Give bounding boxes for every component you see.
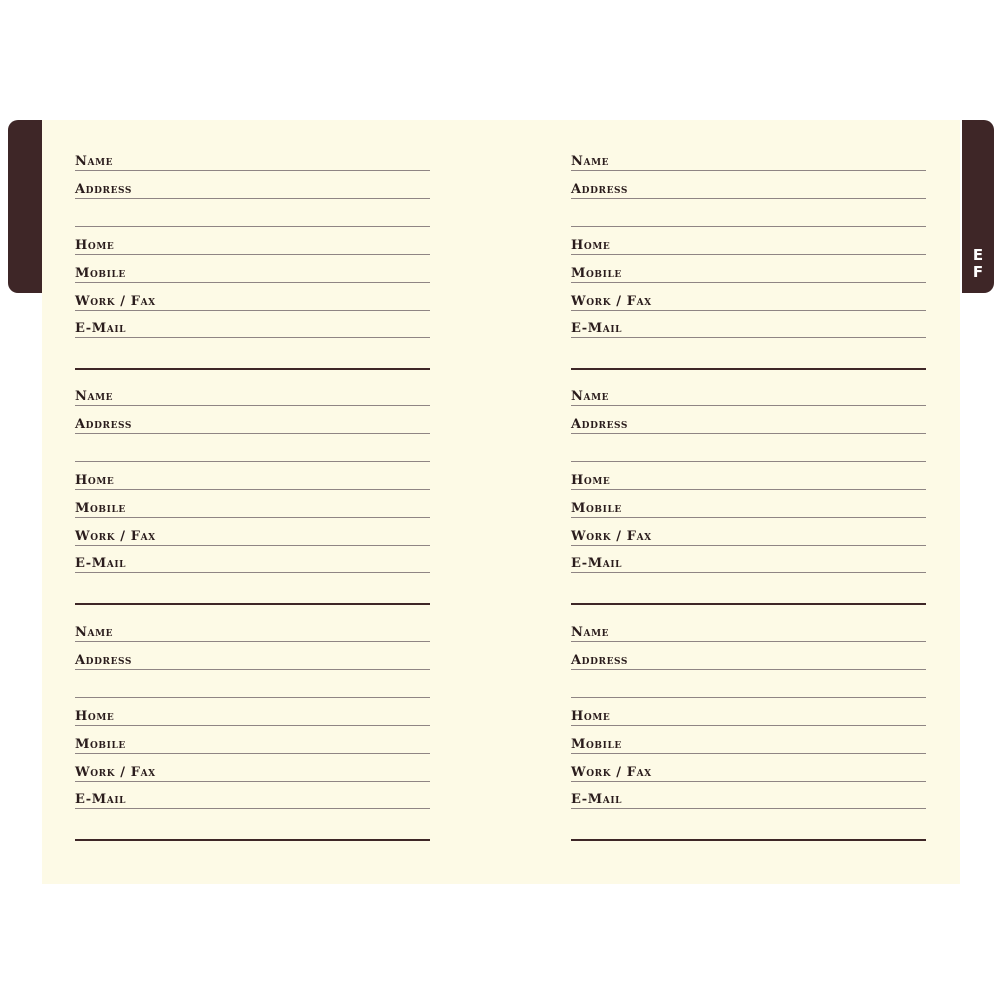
field-e-mail[interactable] xyxy=(75,321,430,338)
field-name[interactable] xyxy=(571,154,926,171)
field-address[interactable] xyxy=(75,652,430,670)
field-label: Work / Fax xyxy=(75,293,156,309)
field-label: Address xyxy=(75,652,133,668)
index-tab-letter-e: E xyxy=(972,246,984,264)
field-label: Address xyxy=(75,416,133,432)
index-tab-label xyxy=(962,247,994,281)
field-label: Name xyxy=(75,389,114,404)
field-address-line-2[interactable] xyxy=(75,451,430,462)
field-label: Home xyxy=(75,708,115,724)
field-work-fax[interactable] xyxy=(571,764,926,782)
field-mobile[interactable] xyxy=(571,736,926,754)
field-label: Name xyxy=(75,625,114,640)
field-label: Home xyxy=(571,472,611,488)
entry-divider xyxy=(75,839,430,841)
field-label: Address xyxy=(571,416,629,432)
field-label: E-Mail xyxy=(571,321,623,337)
entry-divider xyxy=(75,368,430,370)
field-address[interactable] xyxy=(571,181,926,199)
field-address[interactable] xyxy=(571,416,926,434)
field-label: Address xyxy=(571,181,629,197)
entry-divider xyxy=(75,603,430,605)
field-home[interactable] xyxy=(571,237,926,255)
field-label: Name xyxy=(75,154,114,169)
field-mobile[interactable] xyxy=(571,500,926,518)
field-label: Work / Fax xyxy=(571,764,652,780)
field-home[interactable] xyxy=(75,472,430,490)
field-mobile[interactable] xyxy=(75,265,430,283)
field-address-line-2[interactable] xyxy=(75,687,430,698)
field-home[interactable] xyxy=(75,708,430,726)
field-work-fax[interactable] xyxy=(75,528,430,546)
address-book-spread xyxy=(42,120,960,884)
field-mobile[interactable] xyxy=(571,265,926,283)
entry-divider xyxy=(571,368,926,370)
field-home[interactable] xyxy=(75,237,430,255)
field-e-mail[interactable] xyxy=(75,792,430,809)
field-address[interactable] xyxy=(571,652,926,670)
field-work-fax[interactable] xyxy=(571,528,926,546)
field-label: Mobile xyxy=(571,736,622,752)
field-label: E-Mail xyxy=(75,321,127,337)
field-work-fax[interactable] xyxy=(75,293,430,311)
field-e-mail[interactable] xyxy=(571,556,926,573)
field-address-line-2[interactable] xyxy=(571,451,926,462)
entry-divider xyxy=(571,839,926,841)
field-label: Work / Fax xyxy=(75,528,156,544)
field-home[interactable] xyxy=(571,708,926,726)
field-e-mail[interactable] xyxy=(571,792,926,809)
field-address[interactable] xyxy=(75,181,430,199)
field-work-fax[interactable] xyxy=(75,764,430,782)
field-e-mail[interactable] xyxy=(571,321,926,338)
field-label: E-Mail xyxy=(75,792,127,808)
field-label: E-Mail xyxy=(571,792,623,808)
field-address-line-2[interactable] xyxy=(75,216,430,227)
field-address[interactable] xyxy=(75,416,430,434)
index-tab-letter-f: F xyxy=(972,263,984,281)
field-label: Mobile xyxy=(75,265,126,281)
field-label: Work / Fax xyxy=(571,528,652,544)
field-name[interactable] xyxy=(571,625,926,642)
field-label: Name xyxy=(571,389,610,404)
field-label: Name xyxy=(571,154,610,169)
field-address-line-2[interactable] xyxy=(571,216,926,227)
field-mobile[interactable] xyxy=(75,736,430,754)
field-address-line-2[interactable] xyxy=(571,687,926,698)
field-label: Name xyxy=(571,625,610,640)
field-label: Address xyxy=(75,181,133,197)
field-label: Mobile xyxy=(75,736,126,752)
entry-divider xyxy=(571,603,926,605)
field-label: Home xyxy=(571,708,611,724)
field-name[interactable] xyxy=(75,154,430,171)
field-label: E-Mail xyxy=(75,556,127,572)
field-label: Work / Fax xyxy=(571,293,652,309)
field-work-fax[interactable] xyxy=(571,293,926,311)
field-name[interactable] xyxy=(571,389,926,406)
field-label: Address xyxy=(571,652,629,668)
field-name[interactable] xyxy=(75,625,430,642)
field-name[interactable] xyxy=(75,389,430,406)
field-label: Mobile xyxy=(75,500,126,516)
field-label: Mobile xyxy=(571,500,622,516)
field-home[interactable] xyxy=(571,472,926,490)
field-e-mail[interactable] xyxy=(75,556,430,573)
field-mobile[interactable] xyxy=(75,500,430,518)
field-label: Work / Fax xyxy=(75,764,156,780)
field-label: Home xyxy=(571,237,611,253)
field-label: Home xyxy=(75,237,115,253)
field-label: E-Mail xyxy=(571,556,623,572)
field-label: Mobile xyxy=(571,265,622,281)
field-label: Home xyxy=(75,472,115,488)
